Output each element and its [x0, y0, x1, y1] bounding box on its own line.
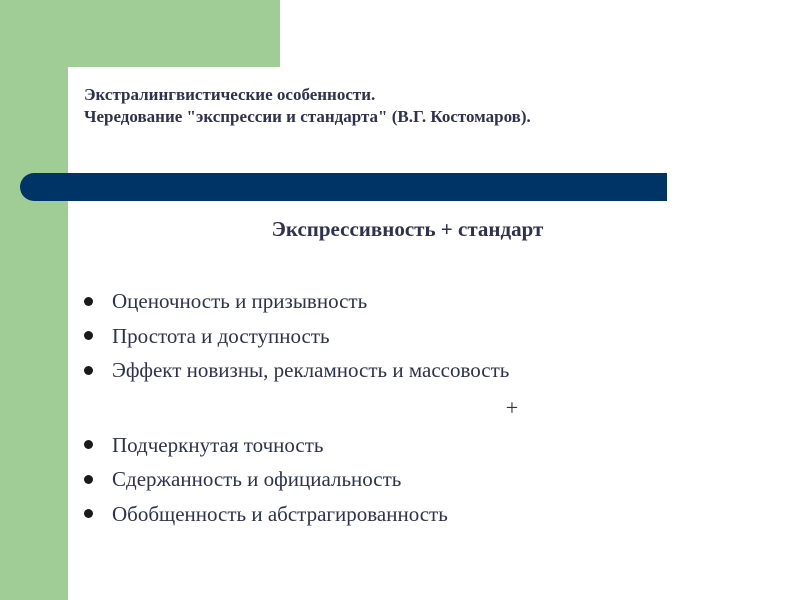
bullet-icon — [84, 331, 93, 340]
bullet-icon — [84, 475, 93, 484]
list-item — [82, 462, 782, 497]
title-line-2: Чередование "экспрессии и стандарта" (В.Г. Костомаров). — [84, 107, 531, 126]
list-item — [82, 428, 782, 463]
list-item-text: Сдержанность и официальность — [112, 467, 402, 492]
list-item-text: Простота и доступность — [112, 323, 330, 348]
divider-bar — [20, 173, 667, 201]
slide-title — [84, 84, 724, 128]
list-item-text: Подчеркнутая точность — [112, 432, 324, 457]
list-item-text: Эффект новизны, рекламность и массовость — [112, 358, 510, 383]
list-item-text: Обобщенность и абстрагированность — [112, 501, 448, 526]
bullet-icon — [84, 440, 93, 449]
list-item-text: Оценочность и призывность — [112, 289, 368, 314]
slide-subtitle: Экспрессивность + стандарт — [271, 217, 544, 241]
bullet-list — [82, 284, 782, 531]
list-item — [82, 319, 782, 354]
list-item — [82, 284, 782, 319]
bullet-icon — [84, 509, 93, 518]
bullet-icon — [84, 366, 93, 375]
bullet-icon — [84, 297, 93, 306]
title-line-1: Экстралингвистические особенности. — [84, 85, 376, 104]
green-top-block — [0, 0, 280, 67]
list-item — [82, 353, 782, 388]
plus-sign: + — [505, 394, 519, 420]
list-item — [82, 497, 782, 532]
green-side-band — [0, 0, 68, 600]
plus-separator — [82, 388, 782, 428]
